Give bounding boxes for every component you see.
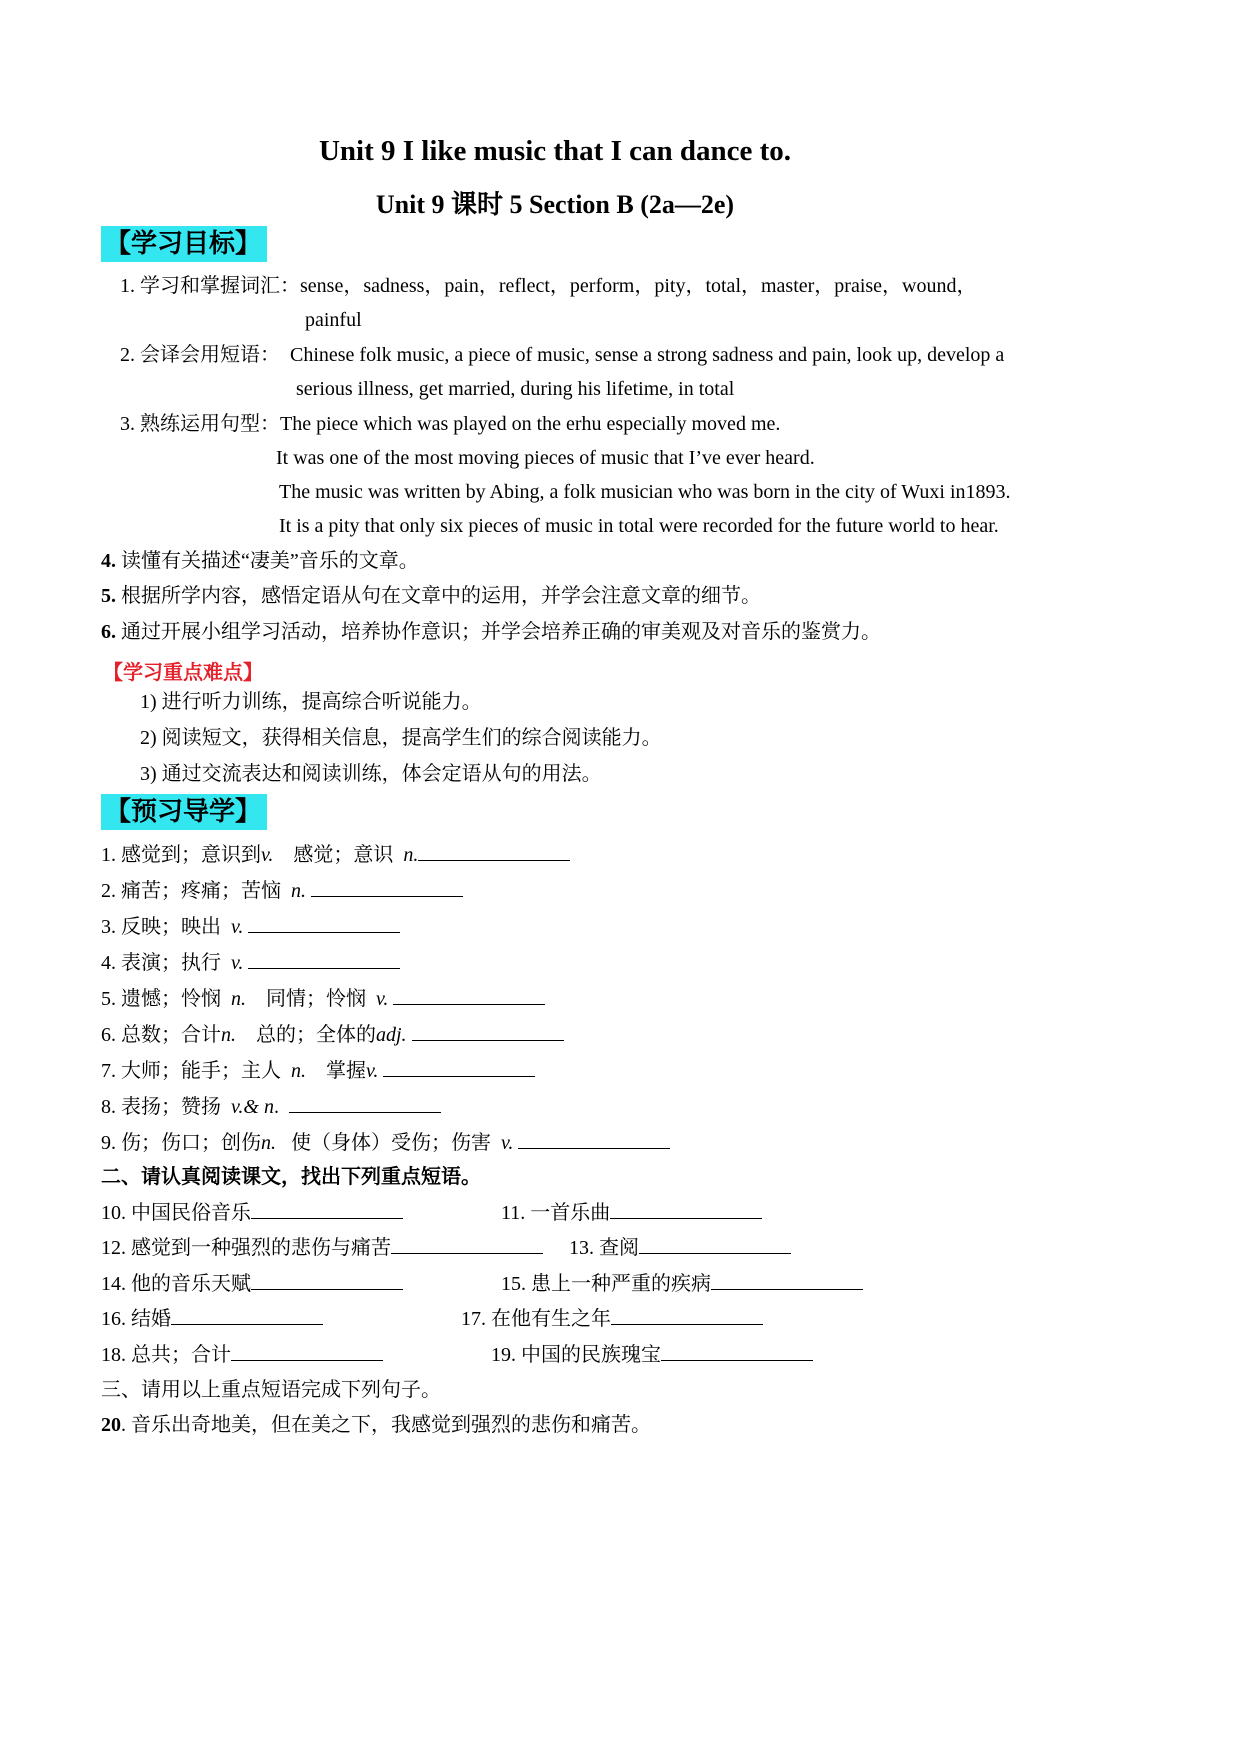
objective-1-cont: painful	[305, 309, 362, 331]
answer-blank[interactable]	[391, 1235, 543, 1254]
vocab-2-pos: n.	[291, 880, 306, 902]
phrase-19-text: 19. 中国的民族瑰宝	[491, 1344, 661, 1366]
vocab-8-meaning: 8. 表扬；赞扬	[101, 1096, 221, 1118]
page-subtitle: Unit 9 课时 5 Section B (2a—2e)	[375, 190, 735, 219]
vocab-3-meaning: 3. 反映；映出	[101, 916, 221, 938]
vocab-6-meaning-2: 总的；全体的	[256, 1024, 376, 1046]
phrase-item-15	[501, 1271, 863, 1296]
answer-blank[interactable]	[518, 1130, 670, 1149]
vocab-6-pos-2: adj.	[376, 1024, 407, 1046]
objective-2-label: 2. 会译会用短语：	[120, 344, 280, 366]
phrase-item-19	[491, 1342, 813, 1367]
phrase-item-13	[569, 1235, 791, 1260]
objectives-heading: 【学习目标】	[101, 226, 267, 262]
objective-5	[101, 584, 761, 608]
answer-blank[interactable]	[611, 1306, 763, 1325]
vocab-5-pos-2: v.	[376, 988, 389, 1010]
objective-3-sentence-2: It was one of the most moving pieces of music that I’ve ever heard.	[276, 447, 815, 469]
sentences-heading: 三、请用以上重点短语完成下列句子。	[101, 1379, 441, 1401]
objective-1-label: 1. 学习和掌握词汇：	[120, 275, 300, 297]
answer-blank[interactable]	[639, 1235, 791, 1254]
vocab-item-5	[101, 986, 545, 1011]
vocab-1-meaning-2: 感觉；意识	[293, 844, 394, 866]
answer-blank[interactable]	[231, 1342, 383, 1361]
key-point-2: 2) 阅读短文，获得相关信息，提高学生们的综合阅读能力。	[140, 727, 662, 749]
objective-4-text: 读懂有关描述“凄美”音乐的文章。	[121, 550, 419, 572]
phrases-heading: 二、请认真阅读课文，找出下列重点短语。	[101, 1166, 481, 1188]
answer-blank[interactable]	[248, 914, 400, 933]
answer-blank[interactable]	[171, 1306, 323, 1325]
vocab-item-1	[101, 842, 570, 867]
objective-2-text: Chinese folk music, a piece of music, sense a strong sadness and pain, look up, develop a	[290, 344, 1005, 366]
vocab-9-meaning-2: 使（身体）受伤；伤害	[291, 1132, 491, 1154]
phrase-item-18	[101, 1342, 383, 1367]
answer-blank[interactable]	[412, 1022, 564, 1041]
objective-5-num: 5.	[101, 585, 116, 607]
vocab-6-meaning: 6. 总数；合计	[101, 1024, 221, 1046]
preview-heading: 【预习导学】	[101, 794, 267, 830]
sentence-item-20	[101, 1413, 651, 1437]
phrase-item-17	[461, 1306, 763, 1331]
vocab-item-3	[101, 914, 400, 939]
objective-2-cont: serious illness, get married, during his lifetime, in total	[296, 378, 735, 400]
sentence-20-text: . 音乐出奇地美，但在美之下，我感觉到强烈的悲伤和痛苦。	[121, 1414, 651, 1436]
vocab-7-pos-2: v.	[366, 1060, 379, 1082]
objective-4-num: 4.	[101, 550, 116, 572]
objective-6-text: 通过开展小组学习活动，培养协作意识；并学会培养正确的审美观及对音乐的鉴赏力。	[121, 621, 881, 643]
answer-blank[interactable]	[711, 1271, 863, 1290]
vocab-item-7	[101, 1058, 535, 1083]
vocab-item-8: 8. 表扬；赞扬 v.& n.	[101, 1094, 441, 1119]
objective-6	[101, 620, 881, 644]
phrase-item-11	[501, 1200, 762, 1225]
phrase-14-text: 14. 他的音乐天赋	[101, 1273, 251, 1295]
phrase-13-text: 13. 查阅	[569, 1237, 639, 1259]
vocab-5-meaning-2: 同情；怜悯	[266, 988, 366, 1010]
vocab-9-meaning: 9. 伤；伤口；创伤	[101, 1132, 261, 1154]
answer-blank[interactable]	[311, 878, 463, 897]
answer-blank[interactable]	[251, 1200, 403, 1219]
objective-1-text: sense，sadness，pain，reflect，perform，pity，total，master，praise，wound，	[300, 275, 977, 297]
vocab-7-meaning-2: 掌握	[326, 1060, 366, 1082]
vocab-6-pos: n.	[221, 1024, 236, 1046]
phrase-17-text: 17. 在他有生之年	[461, 1308, 611, 1330]
objective-6-num: 6.	[101, 621, 116, 643]
phrase-18-text: 18. 总共；合计	[101, 1344, 231, 1366]
answer-blank[interactable]	[251, 1271, 403, 1290]
vocab-5-pos: n.	[231, 988, 246, 1010]
vocab-item-4	[101, 950, 400, 975]
answer-blank[interactable]	[610, 1200, 762, 1219]
objective-5-text: 根据所学内容，感悟定语从句在文章中的运用，并学会注意文章的细节。	[121, 585, 761, 607]
answer-blank[interactable]	[418, 842, 570, 861]
vocab-3-pos: v.	[231, 916, 244, 938]
vocab-8-pos: v.& n	[231, 1096, 274, 1118]
objective-2	[120, 343, 1004, 367]
vocab-item-6	[101, 1022, 564, 1047]
answer-blank[interactable]	[248, 950, 400, 969]
vocab-4-meaning: 4. 表演；执行	[101, 952, 221, 974]
phrase-11-text: 11. 一首乐曲	[501, 1202, 611, 1224]
answer-blank[interactable]	[393, 986, 545, 1005]
phrase-12-text: 12. 感觉到一种强烈的悲伤与痛苦	[101, 1237, 391, 1259]
vocab-1-pos-2: n.	[403, 844, 419, 866]
phrase-10-text: 10. 中国民俗音乐	[101, 1202, 251, 1224]
vocab-5-meaning: 5. 遗憾；怜悯	[101, 988, 221, 1010]
key-point-1: 1) 进行听力训练，提高综合听说能力。	[140, 691, 482, 713]
objective-3-sentence-1: The piece which was played on the erhu especially moved me.	[280, 413, 781, 435]
answer-blank[interactable]	[383, 1058, 535, 1077]
key-points-heading: 【学习重点难点】	[103, 662, 263, 684]
page-title: Unit 9 I like music that I can dance to.	[318, 135, 792, 167]
vocab-2-meaning: 2. 痛苦；疼痛；苦恼	[101, 880, 281, 902]
key-point-3: 3) 通过交流表达和阅读训练，体会定语从句的用法。	[140, 763, 602, 785]
objective-4	[101, 549, 419, 573]
answer-blank[interactable]	[661, 1342, 813, 1361]
vocab-7-meaning: 7. 大师；能手；主人	[101, 1060, 281, 1082]
objective-3-label: 3. 熟练运用句型：	[120, 413, 280, 435]
phrase-item-14	[101, 1271, 403, 1296]
phrase-15-text: 15. 患上一种严重的疾病	[501, 1273, 711, 1295]
objective-3	[120, 412, 780, 436]
objective-1	[120, 274, 977, 298]
phrase-item-10	[101, 1200, 403, 1225]
phrase-item-16	[101, 1306, 323, 1331]
vocab-4-pos: v.	[231, 952, 244, 974]
vocab-item-2	[101, 878, 463, 903]
objective-3-sentence-3: The music was written by Abing, a folk musician who was born in the city of Wuxi in1893.	[279, 481, 1011, 503]
vocab-9-pos-2: v.	[501, 1132, 514, 1154]
objective-3-sentence-4: It is a pity that only six pieces of music in total were recorded for the future world to hear.	[279, 515, 999, 537]
phrase-16-text: 16. 结婚	[101, 1308, 171, 1330]
phrase-item-12	[101, 1235, 543, 1260]
vocab-9-pos: n.	[261, 1132, 276, 1154]
vocab-1-meaning: 1. 感觉到；意识到	[101, 844, 261, 866]
vocab-item-9	[101, 1130, 670, 1155]
vocab-1-pos: v.	[261, 844, 274, 866]
vocab-7-pos: n.	[291, 1060, 306, 1082]
sentence-20-num: 20	[101, 1414, 121, 1436]
answer-blank[interactable]	[289, 1094, 441, 1113]
